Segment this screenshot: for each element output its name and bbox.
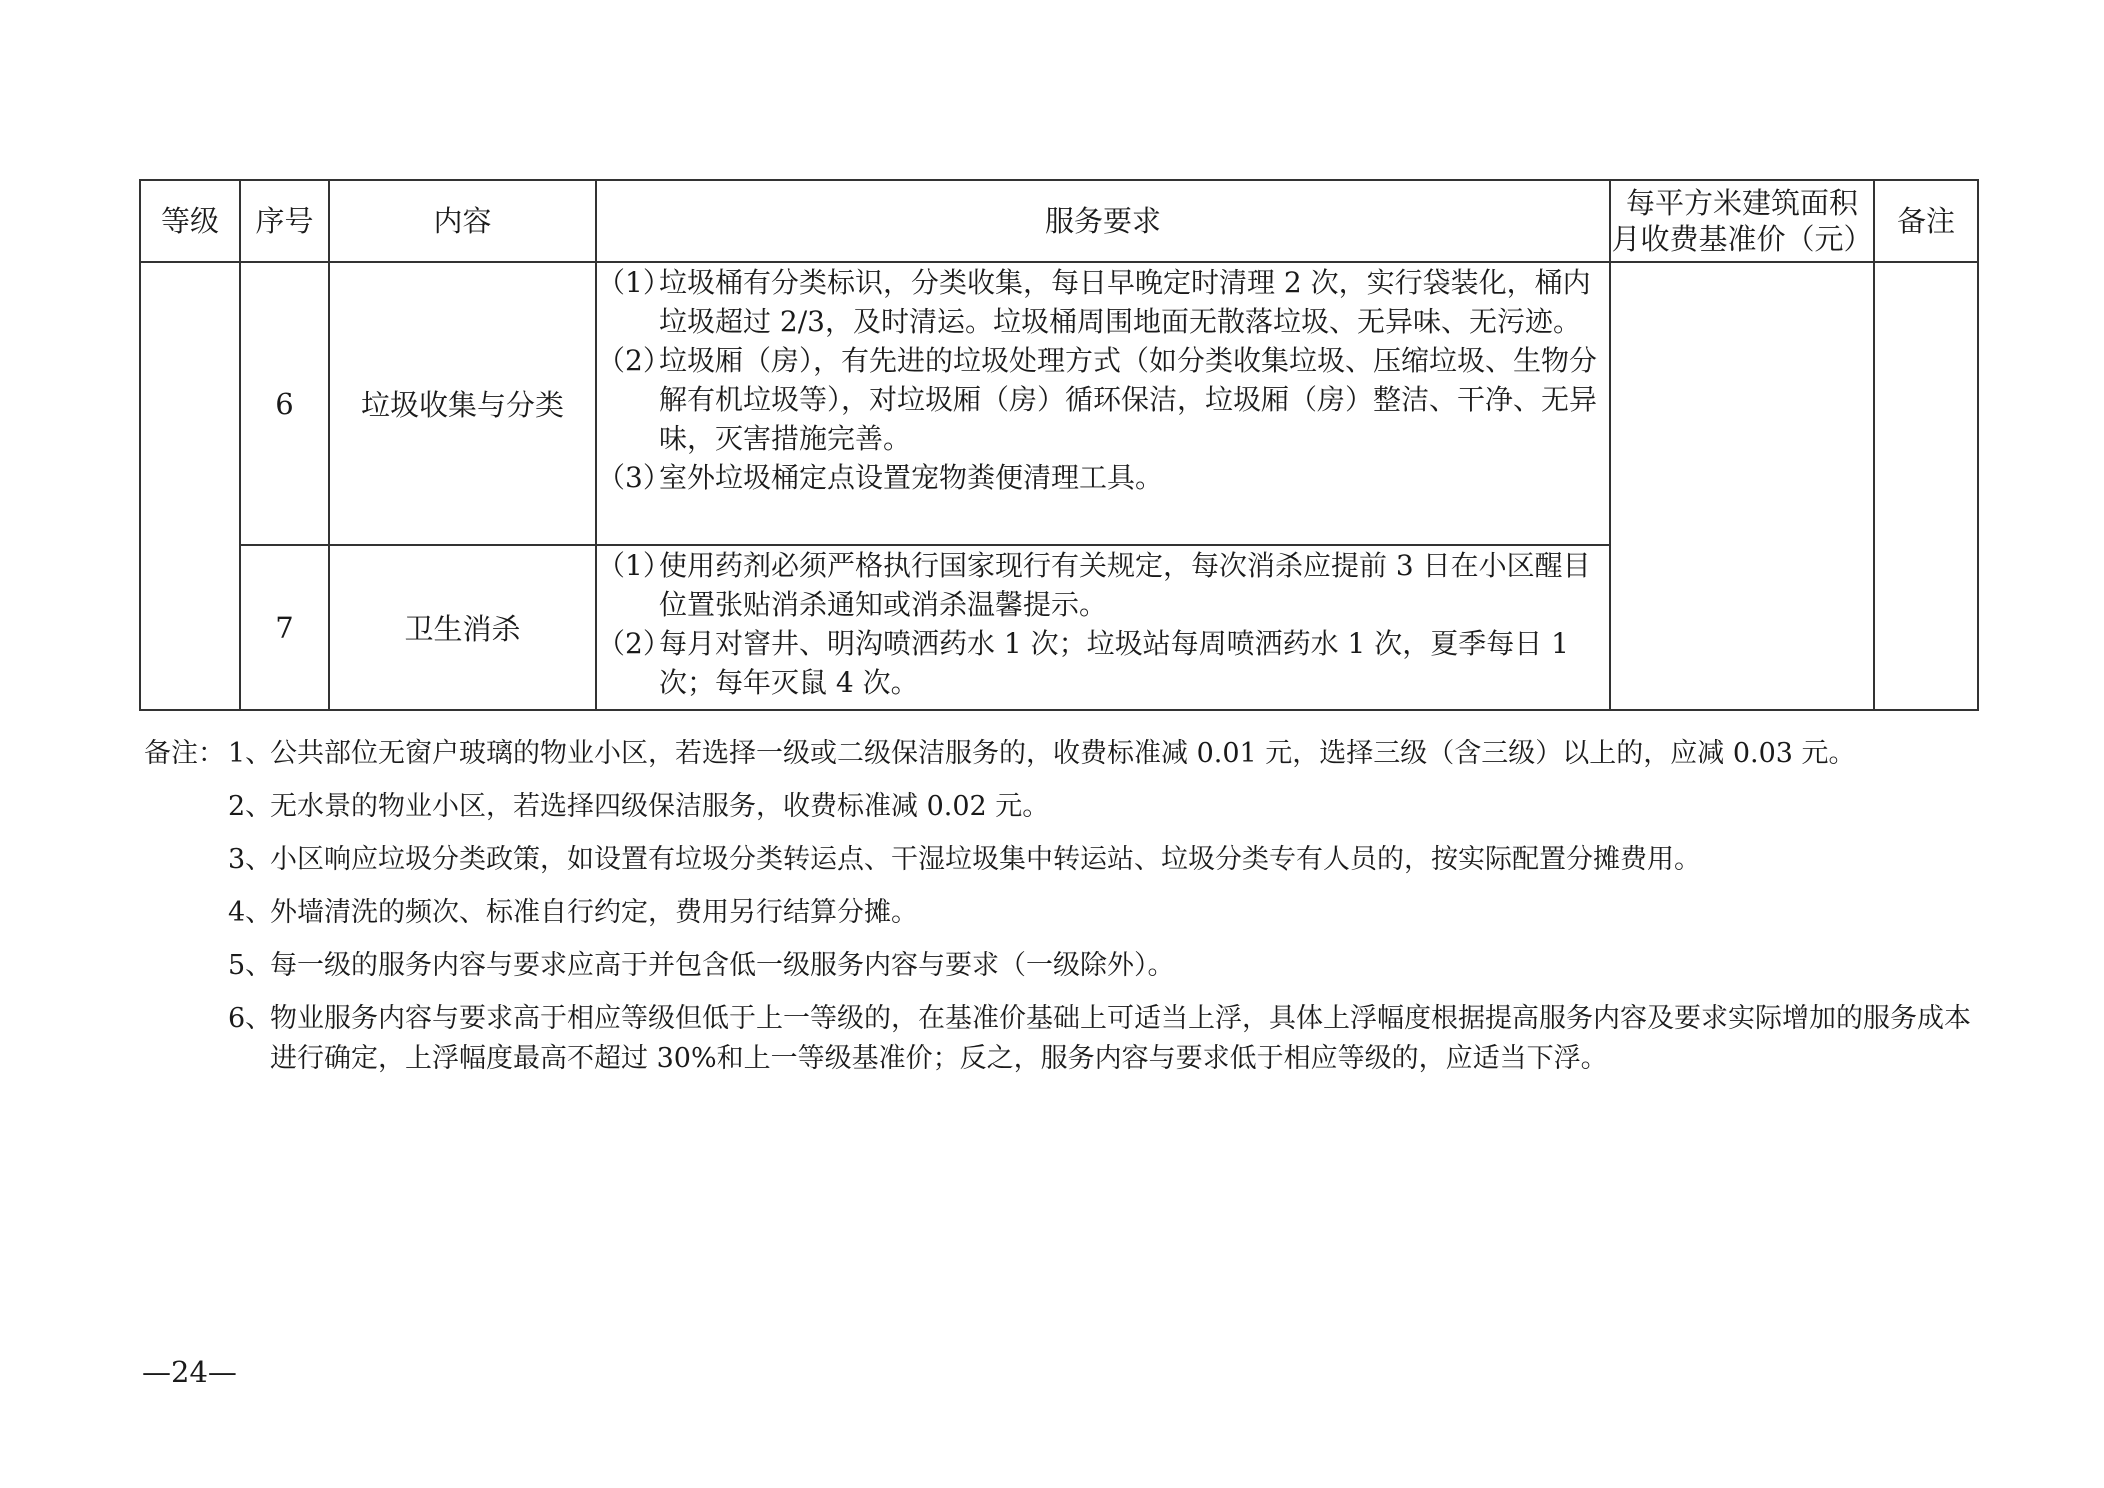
seq-cell: 6 <box>240 262 329 545</box>
header-seq: 序号 <box>240 180 329 262</box>
content-cell: 垃圾收集与分类 <box>329 262 596 545</box>
requirements-cell <box>596 262 1610 545</box>
note-item: 5、 每一级的服务内容与要求应高于并包含低一级服务内容与要求（一级除外）。 <box>228 950 1175 981</box>
table-row <box>140 262 1978 545</box>
note-item: 4、 外墙清洗的频次、标准自行约定，费用另行结算分摊。 <box>228 897 918 928</box>
note-item: 2、 无水景的物业小区，若选择四级保洁服务，收费标准减 0.02 元。 <box>228 791 1050 822</box>
grade-cell <box>140 262 240 710</box>
header-content: 内容 <box>329 180 596 262</box>
page-number: —24— <box>142 1355 237 1389</box>
header-price-line1: 每平方米建筑面积 <box>1625 186 1858 220</box>
requirement-item: （2）垃圾厢（房），有先进的垃圾处理方式（如分类收集垃圾、压缩垃圾、生物分解有机垃圾等），对垃圾厢（房）循环保洁，垃圾厢（房）整洁、干净、无异味，灭害措施完善。 <box>597 344 1598 455</box>
header-price-line2: 月收费基准价（元） <box>1611 222 1873 256</box>
requirements-cell <box>596 545 1610 710</box>
remarks-cell <box>1874 262 1978 710</box>
price-cell <box>1610 262 1874 710</box>
requirement-item: （2）每月对窨井、明沟喷洒药水 1 次；垃圾站每周喷洒药水 1 次，夏季每日 1 次；每年灭鼠 4 次。 <box>597 627 1569 699</box>
requirement-item: （3）室外垃圾桶定点设置宠物粪便清理工具。 <box>597 461 1164 494</box>
header-price <box>1610 180 1874 262</box>
header-grade: 等级 <box>140 180 240 262</box>
header-requirements: 服务要求 <box>596 180 1610 262</box>
note-item: 备注： 1、 公共部位无窗户玻璃的物业小区，若选择一级或二级保洁服务的，收费标准减 0.01 元，选择三级（含三级）以上的，应减 0.03 元。 <box>144 734 1984 774</box>
requirement-item: （1）垃圾桶有分类标识，分类收集，每日早晚定时清理 2 次，实行袋装化，桶内垃圾超过 2/3，及时清运。垃圾桶周围地面无散落垃圾、无异味、无污迹。 <box>597 266 1591 338</box>
table-header-row <box>140 180 1978 262</box>
notes-label: 备注： <box>144 738 225 769</box>
seq-cell: 7 <box>240 545 329 710</box>
note-item: 3、 小区响应垃圾分类政策，如设置有垃圾分类转运点、干湿垃圾集中转运站、垃圾分类专有人员的，按实际配置分摊费用。 <box>228 844 1701 875</box>
content-cell: 卫生消杀 <box>329 545 596 710</box>
header-remarks: 备注 <box>1874 180 1978 262</box>
note-item: 6、 物业服务内容与要求高于相应等级但低于上一等级的，在基准价基础上可适当上浮，具体上浮幅度根据提高服务内容及要求实际增加的服务成本进行确定，上浮幅度最高不超过 30%和上一等级基准价；反之，服务内容与要求低于相应等级的，应适当下浮。 <box>228 1003 1971 1074</box>
notes-section <box>144 734 1984 1092</box>
service-standard-table <box>139 179 1979 711</box>
requirement-item: （1）使用药剂必须严格执行国家现行有关规定，每次消杀应提前 3 日在小区醒目位置张贴消杀通知或消杀温馨提示。 <box>597 549 1591 621</box>
